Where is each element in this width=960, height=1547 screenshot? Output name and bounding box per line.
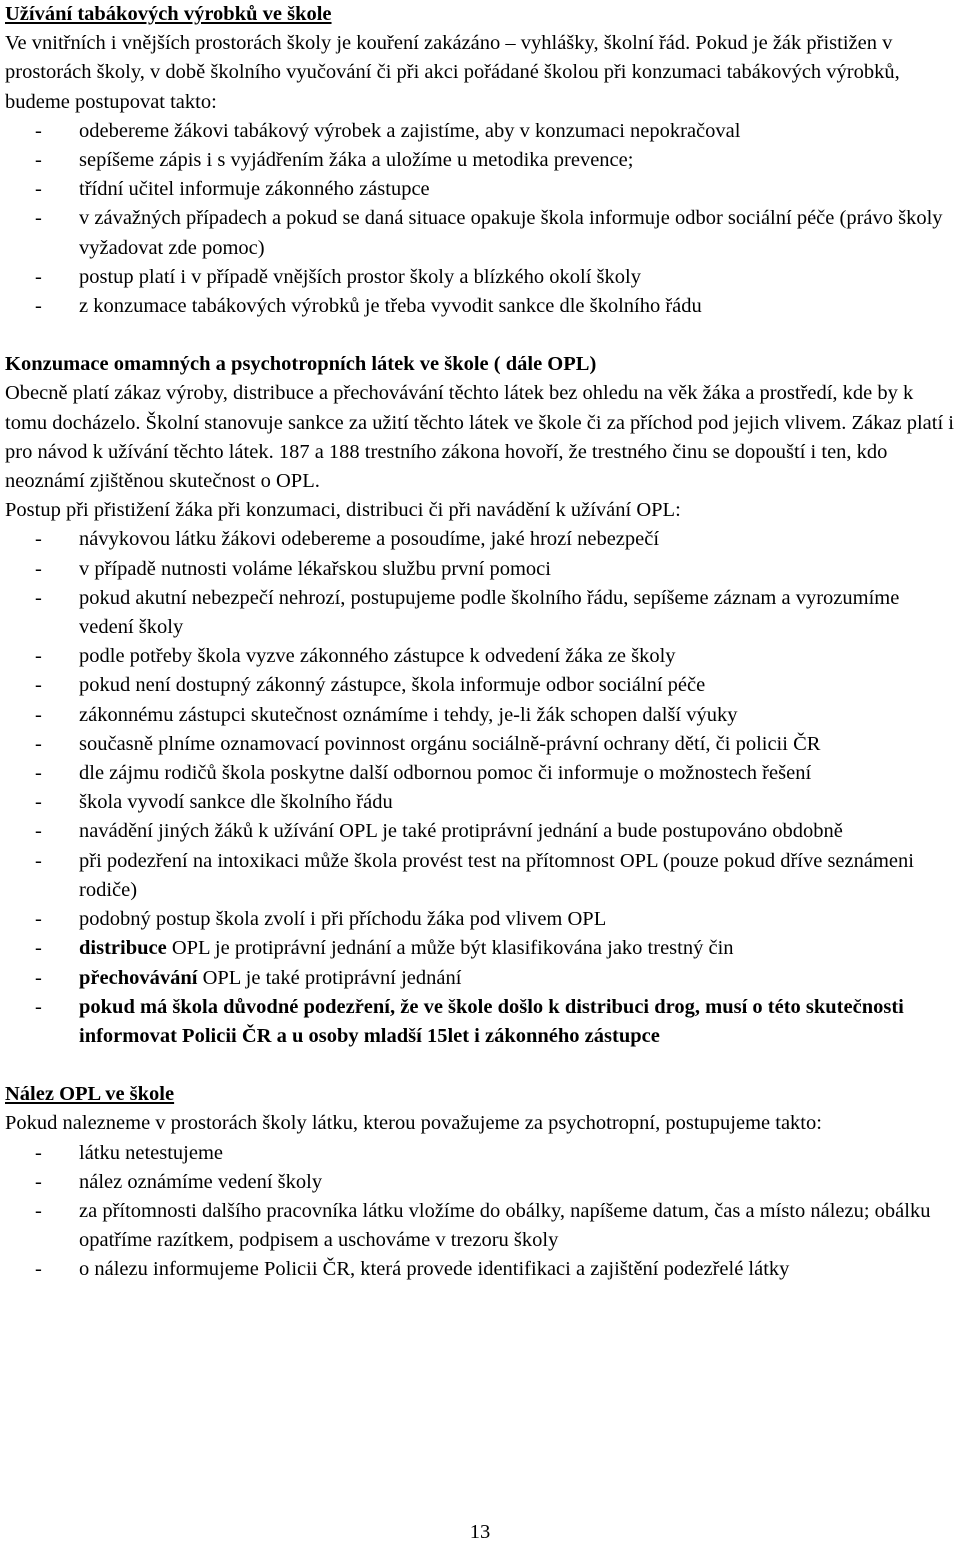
list-item: - při podezření na intoxikaci může škola provést test na přítomnost OPL (pouze pokud dříve seznámeni rodiče) — [35, 849, 914, 901]
section-procedure-opl: Postup při přistižení žáka při konzumaci, distribuci či při navádění k užívání OPL: — [5, 499, 681, 522]
list-item: - třídní učitel informuje zákonného zástupce — [35, 178, 430, 201]
section-title-finding: Nález OPL ve škole — [5, 1083, 175, 1106]
list-item: - sepíšeme zápis i s vyjádřením žáka a uložíme u metodika prevence; — [35, 149, 634, 172]
list-item: - látku netestujeme — [35, 1141, 224, 1164]
list-item: - postup platí i v případě vnějších prostor školy a blízkého okolí školy — [35, 265, 641, 288]
list-item: - návykovou látku žákovi odebereme a posoudíme, jaké hrozí nebezpečí — [35, 528, 660, 551]
list-item: - současně plníme oznamovací povinnost orgánu sociálně-právní ochrany dětí, či policii ČR — [35, 732, 821, 755]
list-item: - dle zájmu rodičů škola poskytne další odbornou pomoc či informuje o možnostech řešení — [35, 762, 812, 785]
section-intro-tobacco: Ve vnitřních i vnějších prostorách školy je kouření zakázáno – vyhlášky, školní řád. Pokud je žák přistižen v prostorách školy, v době školního vyučování či při akci pořádané školou při konzumaci tabákových výrobků, budeme postupovat takto: — [5, 32, 900, 113]
section-finding — [5, 1080, 957, 1284]
section-opl — [5, 350, 957, 1051]
list-item: - distribuce OPL je protiprávní jednání a může být klasifikována jako trestný čin — [35, 937, 734, 960]
list-item: - navádění jiných žáků k užívání OPL je také protiprávní jednání a bude postupováno obdobně — [35, 820, 843, 843]
list-item: - o nálezu informujeme Policii ČR, která provede identifikaci a zajištění podezřelé látky — [35, 1258, 790, 1281]
list-finding-steps — [5, 1139, 957, 1285]
list-item: - zákonnému zástupci skutečnost oznámíme i tehdy, je-li žák schopen další výuky — [35, 703, 738, 726]
document-page — [5, 0, 957, 1285]
list-item: - pokud akutní nebezpečí nehrozí, postupujeme podle školního řádu, sepíšeme záznam a vyrozumíme vedení školy — [35, 586, 900, 639]
list-item: - odebereme žákovi tabákový výrobek a zajistíme, aby v konzumaci nepokračoval — [35, 119, 741, 142]
list-item: - v případě nutnosti voláme lékařskou službu první pomoci — [35, 557, 551, 580]
section-title-tobacco: Užívání tabákových výrobků ve škole — [5, 3, 332, 25]
list-tobacco-steps — [5, 117, 957, 321]
list-opl-steps — [5, 525, 957, 1051]
list-item: - za přítomnosti dalšího pracovníka látku vložíme do obálky, napíšeme datum, čas a místo nálezu; obálku opatříme razítkem, podpisem a uschováme v trezoru školy — [35, 1199, 931, 1252]
section-intro-opl: Obecně platí zákaz výroby, distribuce a přechovávání těchto látek bez ohledu na věk žáka a prostředí, kde by k tomu docházelo. Školní stanovuje sankce za užití těchto látek ve škole či za příchod pod jejich vlivem. Zákaz platí i pro návod k užívání těchto látek. 187 a 188 trestního zákona hovoří, že trestného činu se dopouští i ten, kdo neoznámí zjištěnou skutečnost o OPL. — [5, 382, 954, 493]
list-item: - v závažných případech a pokud se daná situace opakuje škola informuje odbor sociální péče (právo školy vyžadovat zde pomoc) — [35, 207, 943, 259]
list-item: - pokud má škola důvodné podezření, že ve škole došlo k distribuci drog, musí o této skutečnosti informovat Policii ČR a u osoby mladší 15let i zákonného zástupce — [35, 995, 904, 1047]
list-item: - pokud není dostupný zákonný zástupce, škola informuje odbor sociální péče — [35, 674, 706, 697]
list-item: - z konzumace tabákových výrobků je třeba vyvodit sankce dle školního řádu — [35, 295, 702, 318]
list-item: - podle potřeby škola vyzve zákonného zástupce k odvedení žáka ze školy — [35, 645, 676, 668]
section-title-opl: Konzumace omamných a psychotropních látek ve škole ( dále OPL) — [5, 353, 597, 376]
list-item: - přechovávání OPL je také protiprávní jednání — [35, 966, 462, 989]
list-item: - škola vyvodí sankce dle školního řádu — [35, 791, 393, 814]
section-tobacco — [5, 0, 957, 321]
section-intro-finding: Pokud nalezneme v prostorách školy látku, kterou považujeme za psychotropní, postupujeme takto: — [5, 1112, 822, 1135]
list-item: - nález oznámíme vedení školy — [35, 1170, 323, 1193]
list-item: - podobný postup škola zvolí i při příchodu žáka pod vlivem OPL — [35, 908, 607, 931]
page-number: 13 — [469, 1521, 491, 1543]
